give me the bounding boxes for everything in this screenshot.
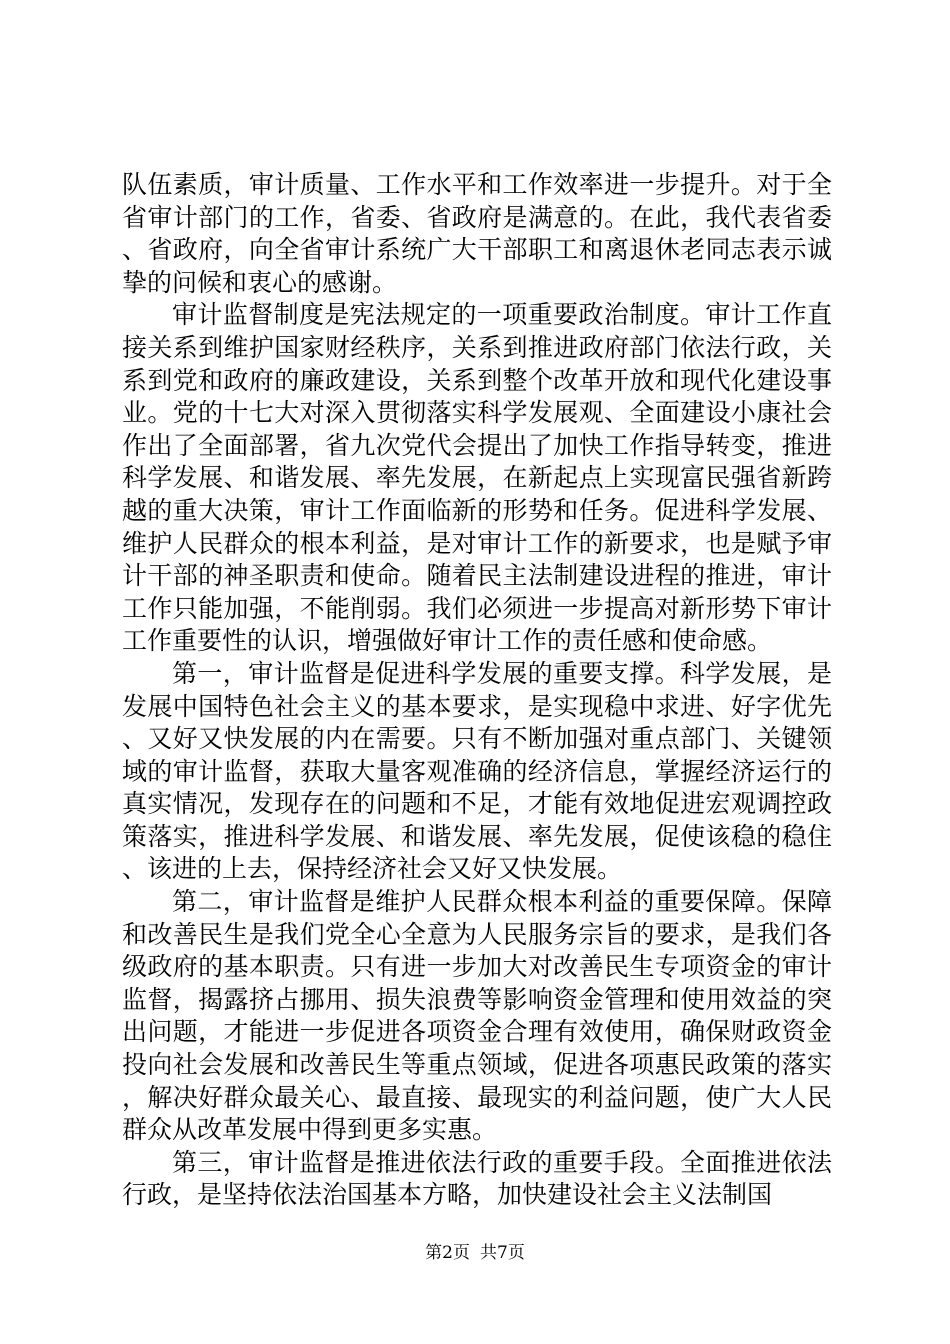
- paragraph-4: 第二，审计监督是维护人民群众根本利益的重要保障。保障和改善民生是我们党全心全意为人民服务宗旨的要求，是我们各级政府的基本职责。只有进一步加大对改善民生专项资金的审计监督，揭露挤占挪用、损失浪费等影响资金管理和使用效益的突出问题，才能进一步促进各项资金合理有效使用，确保财政资金投向社会发展和改善民生等重点领域，促进各项惠民政策的落实，解决好群众最关心、最直接、最现实的利益问题，使广大人民群众从改革发展中得到更多实惠。: [122, 887, 832, 1145]
- page-footer: [0, 1242, 950, 1264]
- document-body: [122, 169, 832, 1212]
- page-number-total: 共7页: [480, 1243, 525, 1263]
- paragraph-3: 第一，审计监督是促进科学发展的重要支撑。科学发展，是发展中国特色社会主义的基本要求，是实现稳中求进、好字优先、又好又快发展的内在需要。只有不断加强对重点部门、关键领域的审计监督，获取大量客观准确的经济信息，掌握经济运行的真实情况，发现存在的问题和不足，才能有效地促进宏观调控政策落实，推进科学发展、和谐发展、率先发展，促使该稳的稳住、该进的上去，保持经济社会又好又快发展。: [122, 658, 832, 884]
- page-number-current: 第2页: [425, 1243, 470, 1263]
- paragraph-5: 第三，审计监督是推进依法行政的重要手段。全面推进依法行政，是坚持依法治国基本方略，加快建设社会主义法制国: [122, 1147, 832, 1210]
- paragraph-2: 审计监督制度是宪法规定的一项重要政治制度。审计工作直接关系到维护国家财经秩序，关系到推进政府部门依法行政，关系到党和政府的廉政建设，关系到整个改革开放和现代化建设事业。党的十七大对深入贯彻落实科学发展观、全面建设小康社会作出了全面部署，省九次党代会提出了加快工作指导转变，推进科学发展、和谐发展、率先发展，在新起点上实现富民强省新跨越的重大决策，审计工作面临新的形势和任务。促进科学发展、维护人民群众的根本利益，是对审计工作的新要求，也是赋予审计干部的神圣职责和使命。随着民主法制建设进程的推进，审计工作只能加强，不能削弱。我们必须进一步提高对新形势下审计工作重要性的认识，增强做好审计工作的责任感和使命感。: [122, 300, 832, 656]
- paragraph-1: 队伍素质，审计质量、工作水平和工作效率进一步提升。对于全省审计部门的工作，省委、省政府是满意的。在此，我代表省委、省政府，向全省审计系统广大干部职工和离退休老同志表示诚挚的问候和衷心的感谢。: [122, 170, 832, 297]
